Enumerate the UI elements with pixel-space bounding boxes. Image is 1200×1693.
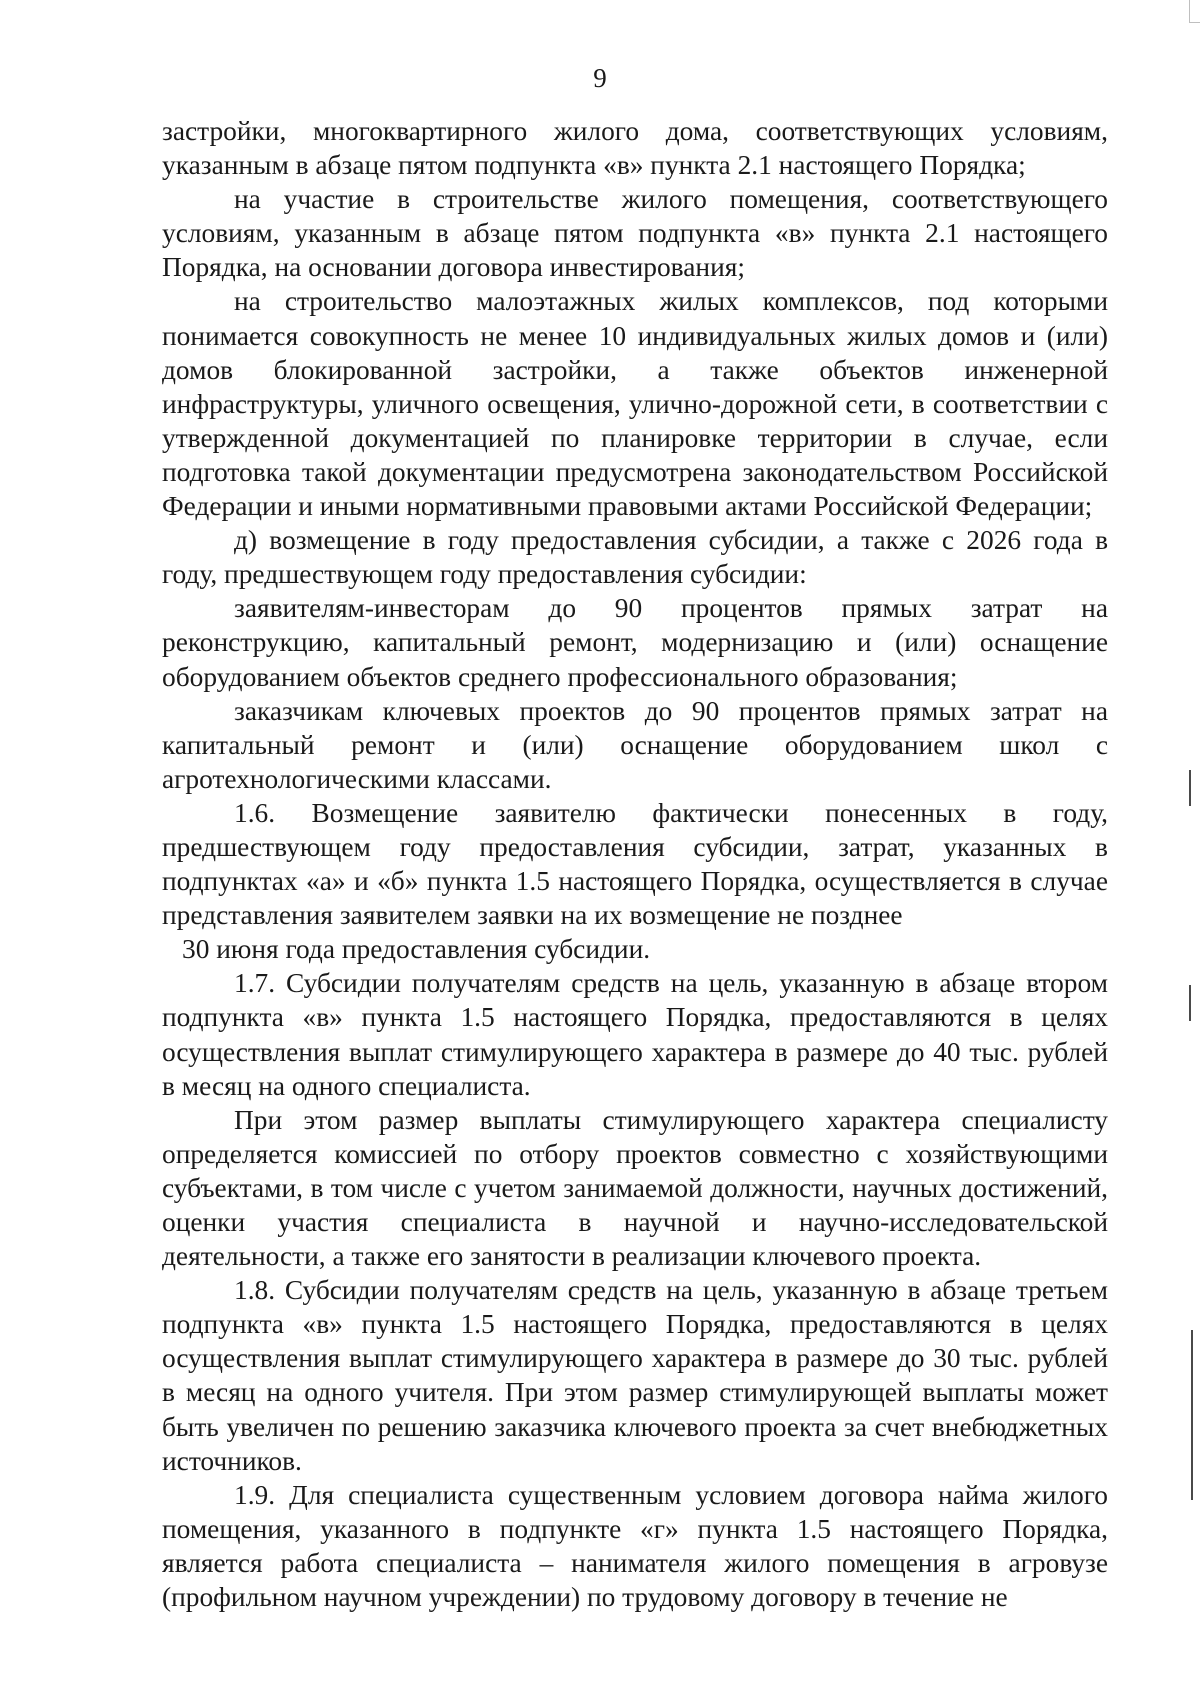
paragraph-section-1-8: 1.8. Субсидии получателям средств на цель, указанную в абзаце третьем подпункта «в» пункта 1.5 настоящего Порядка, предоставляются в целях осуществления выплат стимулирующего характера в размере до 30 тыс. рублей в месяц на одного учителя. При этом размер стимулирующей выплаты может быть увеличен по решению заказчика ключевого проекта за счет внебюджетных источников. <box>162 1275 1108 1476</box>
scan-corner-mark <box>1189 0 1200 23</box>
paragraph-item-d: д) возмещение в году предоставления субсидии, а также с 2026 года в году, предшествующем году предоставления субсидии: <box>162 525 1108 590</box>
paragraph-deadline: 30 июня года предоставления субсидии. <box>182 934 651 965</box>
paragraph-section-1-9: 1.9. Для специалиста существенным условием договора найма жилого помещения, указанного в подпункте «г» пункта 1.5 настоящего Порядка, является работа специалиста – нанимателя жилого помещения в агровузе (профильном научном учреждении) по трудовому договору в течение не <box>162 1479 1108 1613</box>
paragraph-section-1-7: 1.7. Субсидии получателям средств на цель, указанную в абзаце втором подпункта «в» пункта 1.5 настоящего Порядка, предоставляются в целях осуществления выплат стимулирующего характера в размере до 40 тыс. рублей в месяц на одного специалиста. <box>162 968 1108 1101</box>
scan-edge-mark <box>1189 770 1191 806</box>
page-number: 9 <box>593 63 607 93</box>
paragraph-continuation: застройки, многоквартирного жилого дома, соответствующих условиям, указанным в абзаце пятом подпункта «в» пункта 2.1 настоящего Порядка; <box>162 116 1108 181</box>
scan-edge-mark <box>1189 985 1191 1021</box>
paragraph-key-project-customers: заказчикам ключевых проектов до 90 процентов прямых затрат на капитальный ремонт и (или) оснащение оборудованием школ с агротехнологическими классами. <box>162 695 1108 794</box>
paragraph-payment-size: При этом размер выплаты стимулирующего характера специалисту определяется комиссией по отбору проектов совместно с хозяйствующими субъектами, в том числе с учетом занимаемой должности, научных достижений, оценки участия специалиста в научной и научно-исследовательской деятельности, а также его занятости в реализации ключевого проекта. <box>162 1104 1108 1272</box>
paragraph-low-rise-complexes: на строительство малоэтажных жилых комплексов, под которыми понимается совокупность не менее 10 индивидуальных жилых домов и (или) домов блокированной застройки, а также объектов инженерной инфраструктуры, уличного освещения, улично-дорожной сети, в соответствии с утвержденной документацией по планировке территории в случае, если подготовка такой документации предусмотрена законодательством Российской Федерации и иными нормативными правовыми актами Российской Федерации; <box>162 286 1108 522</box>
document-body <box>162 114 1108 1614</box>
paragraph-applicant-investors: заявителям-инвесторам до 90 процентов прямых затрат на реконструкцию, капитальный ремонт, модернизацию и (или) оснащение оборудованием объектов среднего профессионального образования; <box>162 593 1108 692</box>
scan-edge-mark <box>1191 1330 1193 1500</box>
paragraph-housing-construction: на участие в строительстве жилого помещения, соответствующего условиям, указанным в абзаце пятом подпункта «в» пункта 2.1 настоящего Порядка, на основании договора инвестирования; <box>162 184 1108 283</box>
paragraph-section-1-6: 1.6. Возмещение заявителю фактически понесенных в году, предшествующем году предоставления субсидии, затрат, указанных в подпунктах «а» и «б» пункта 1.5 настоящего Порядка, осуществляется в случае представления заявителем заявки на их возмещение не позднее <box>162 797 1108 931</box>
